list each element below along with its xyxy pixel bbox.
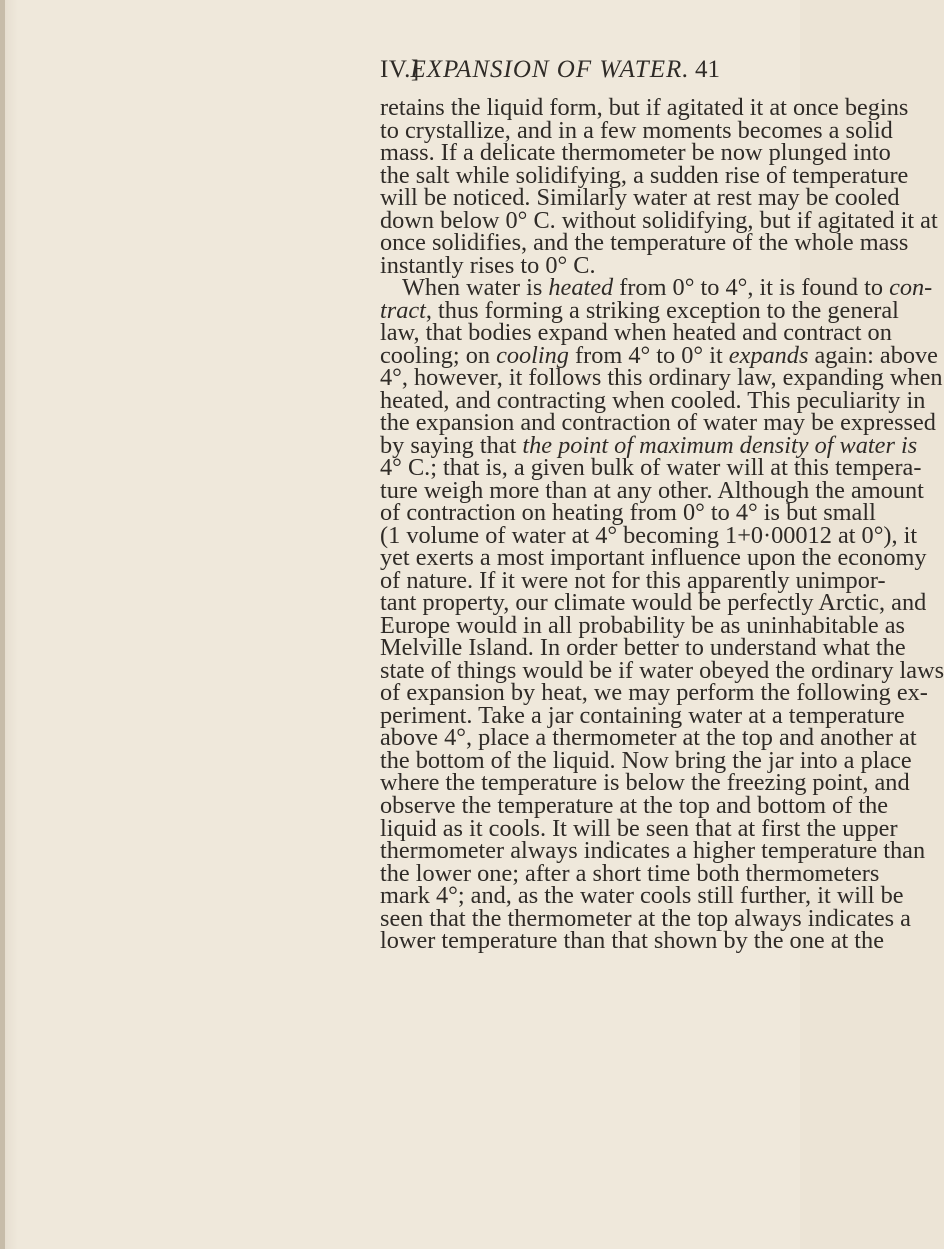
- text-line: the expansion and contraction of water may be expressed: [380, 409, 936, 437]
- text-line: tract, thus forming a striking exception to the general: [380, 296, 899, 324]
- text-line: will be noticed. Similarly water at rest may be cooled: [380, 184, 900, 212]
- text-line: periment. Take a jar containing water at a temperature: [380, 701, 905, 729]
- text-line: state of things would be if water obeyed the ordinary laws: [380, 656, 944, 684]
- text-line: Europe would in all probability be as uninhabitable as: [380, 611, 905, 639]
- italic-text: con-: [889, 274, 933, 302]
- text-line: instantly rises to 0° C.: [380, 251, 596, 279]
- text-line: When water is heated from 0° to 4°, it is found to con-: [402, 274, 933, 302]
- text-line: tant property, our climate would be perfectly Arctic, and: [380, 589, 927, 617]
- text-line: to crystallize, and in a few moments becomes a solid: [380, 116, 893, 144]
- running-title: EXPANSION OF WATER.: [410, 56, 690, 83]
- text-line: cooling; on cooling from 4° to 0° it expands again: above: [380, 341, 938, 369]
- text-line: yet exerts a most important influence upon the economy: [380, 544, 927, 572]
- text-line: liquid as it cools. It will be seen that at first the upper: [380, 814, 898, 842]
- italic-text: expands: [728, 341, 809, 369]
- text-line: mass. If a delicate thermometer be now plunged into: [380, 139, 891, 167]
- text-line: observe the temperature at the top and bottom of the: [380, 791, 889, 819]
- page-number: 41: [695, 56, 720, 83]
- text-line: the lower one; after a short time both thermometers: [380, 859, 880, 887]
- chapter-number: IV.]: [380, 56, 420, 83]
- text-line: heated, and contracting when cooled. This peculiarity in: [380, 386, 926, 414]
- text-line: the bottom of the liquid. Now bring the jar into a place: [380, 746, 912, 774]
- text-line: once solidifies, and the temperature of the whole mass: [380, 229, 909, 257]
- body-text: [380, 94, 944, 955]
- italic-text: cooling: [496, 341, 569, 369]
- page-spine-edge: [0, 0, 5, 1249]
- text-line: of expansion by heat, we may perform the following ex-: [380, 679, 928, 707]
- text-line: ture weigh more than at any other. Although the amount: [380, 476, 924, 504]
- text-line: 4°, however, it follows this ordinary law, expanding when: [380, 364, 943, 392]
- italic-text: heated: [548, 274, 614, 302]
- text-line: seen that the thermometer at the top always indicates a: [380, 904, 911, 932]
- text-line: retains the liquid form, but if agitated it at once begins: [380, 94, 909, 121]
- italic-text: the point of maximum density of water is: [522, 431, 918, 459]
- text-line: thermometer always indicates a higher temperature than: [380, 837, 926, 865]
- text-line: Melville Island. In order better to understand what the: [380, 634, 906, 662]
- text-line: (1 volume of water at 4° becoming 1+0·00012 at 0°), it: [380, 521, 918, 549]
- text-line: law, that bodies expand when heated and contract on: [380, 319, 892, 347]
- text-line: of contraction on heating from 0° to 4° is but small: [380, 499, 876, 527]
- text-line: mark 4°; and, as the water cools still further, it will be: [380, 882, 904, 910]
- text-line: 4° C.; that is, a given bulk of water will at this tempera-: [380, 454, 922, 482]
- text-line: of nature. If it were not for this apparently unimpor-: [380, 566, 886, 594]
- text-line: down below 0° C. without solidifying, but if agitated it at: [380, 206, 938, 234]
- text-line: by saying that the point of maximum density of water is: [380, 431, 918, 459]
- text-line: the salt while solidifying, a sudden rise of temperature: [380, 161, 909, 189]
- running-header: [380, 56, 720, 90]
- italic-text: tract: [380, 296, 426, 324]
- text-line: above 4°, place a thermometer at the top and another at: [380, 724, 917, 752]
- text-line: lower temperature than that shown by the one at the: [380, 927, 884, 955]
- text-line: where the temperature is below the freezing point, and: [380, 769, 910, 797]
